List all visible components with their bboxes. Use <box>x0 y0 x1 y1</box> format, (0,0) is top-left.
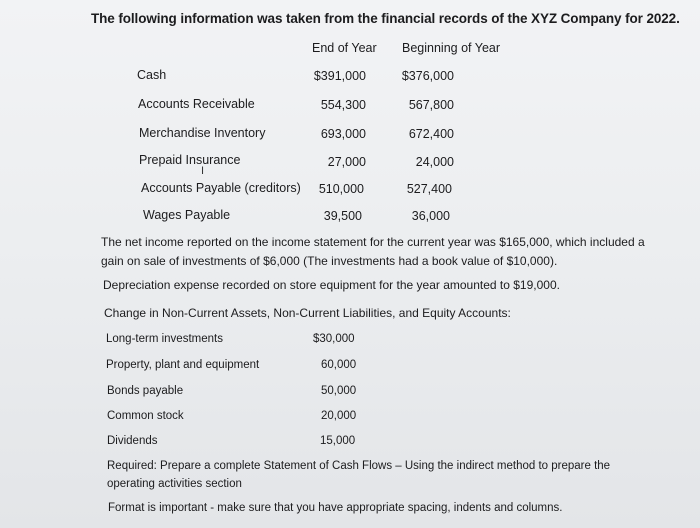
row-end-wages-payable: 39,500 <box>323 209 362 223</box>
row-label-accounts-payable: Accounts Payable (creditors) <box>141 181 301 195</box>
row-label-cash: Cash <box>137 68 167 82</box>
row-label-accounts-receivable: Accounts Receivable <box>138 97 255 111</box>
row-end-prepaid-insurance: 27,000 <box>327 155 366 169</box>
required-paragraph: Required: Prepare a complete Statement of Cash Flows – Using the indirect method to prepare the operating activities section <box>107 460 611 490</box>
document-title: The following information was taken from the financial records of the XYZ Company for 2022. <box>91 11 680 26</box>
row-begin-wages-payable: 36,000 <box>411 209 450 223</box>
depreciation-paragraph: Depreciation expense recorded on store equipment for the year amounted to $19,000. <box>103 278 560 292</box>
row-end-cash: $391,000 <box>313 69 366 83</box>
row-end-accounts-payable: 510,000 <box>318 182 364 196</box>
row-begin-merchandise-inventory: 672,400 <box>408 127 454 141</box>
row-end-accounts-receivable: 554,300 <box>320 98 366 112</box>
row-end-merchandise-inventory: 693,000 <box>320 127 366 141</box>
changes-heading: Change in Non-Current Assets, Non-Current Liabilities, and Equity Accounts: <box>104 306 511 320</box>
change-value-dividends: 15,000 <box>320 435 356 447</box>
change-label-common-stock: Common stock <box>107 410 184 422</box>
row-label-wages-payable: Wages Payable <box>143 208 231 222</box>
change-value-long-term-investments: $30,000 <box>313 333 355 345</box>
change-value-property-plant-equipment: 60,000 <box>321 359 357 371</box>
change-label-bonds-payable: Bonds payable <box>107 385 184 397</box>
header-end-of-year: End of Year <box>312 41 377 55</box>
text-cursor-icon: I <box>201 165 205 177</box>
row-begin-accounts-payable: 527,400 <box>406 182 452 196</box>
change-label-dividends: Dividends <box>107 435 158 447</box>
header-beginning-of-year: Beginning of Year <box>402 41 501 55</box>
change-value-common-stock: 20,000 <box>321 410 357 422</box>
change-value-bonds-payable: 50,000 <box>321 385 357 397</box>
net-income-paragraph: The net income reported on the income statement for the current year was $165,000, which included a gain on sale of investments of $6,000 (The investments had a book value of $10,000). <box>101 235 645 268</box>
change-label-long-term-investments: Long-term investments <box>106 333 223 345</box>
row-begin-cash: $376,000 <box>401 69 454 83</box>
change-label-property-plant-equipment: Property, plant and equipment <box>106 359 260 371</box>
row-label-merchandise-inventory: Merchandise Inventory <box>139 126 266 140</box>
row-begin-prepaid-insurance: 24,000 <box>415 155 454 169</box>
row-label-prepaid-insurance: Prepaid Insurance <box>139 153 241 167</box>
row-begin-accounts-receivable: 567,800 <box>408 98 454 112</box>
format-note: Format is important - make sure that you have appropriate spacing, indents and columns. <box>108 502 563 514</box>
